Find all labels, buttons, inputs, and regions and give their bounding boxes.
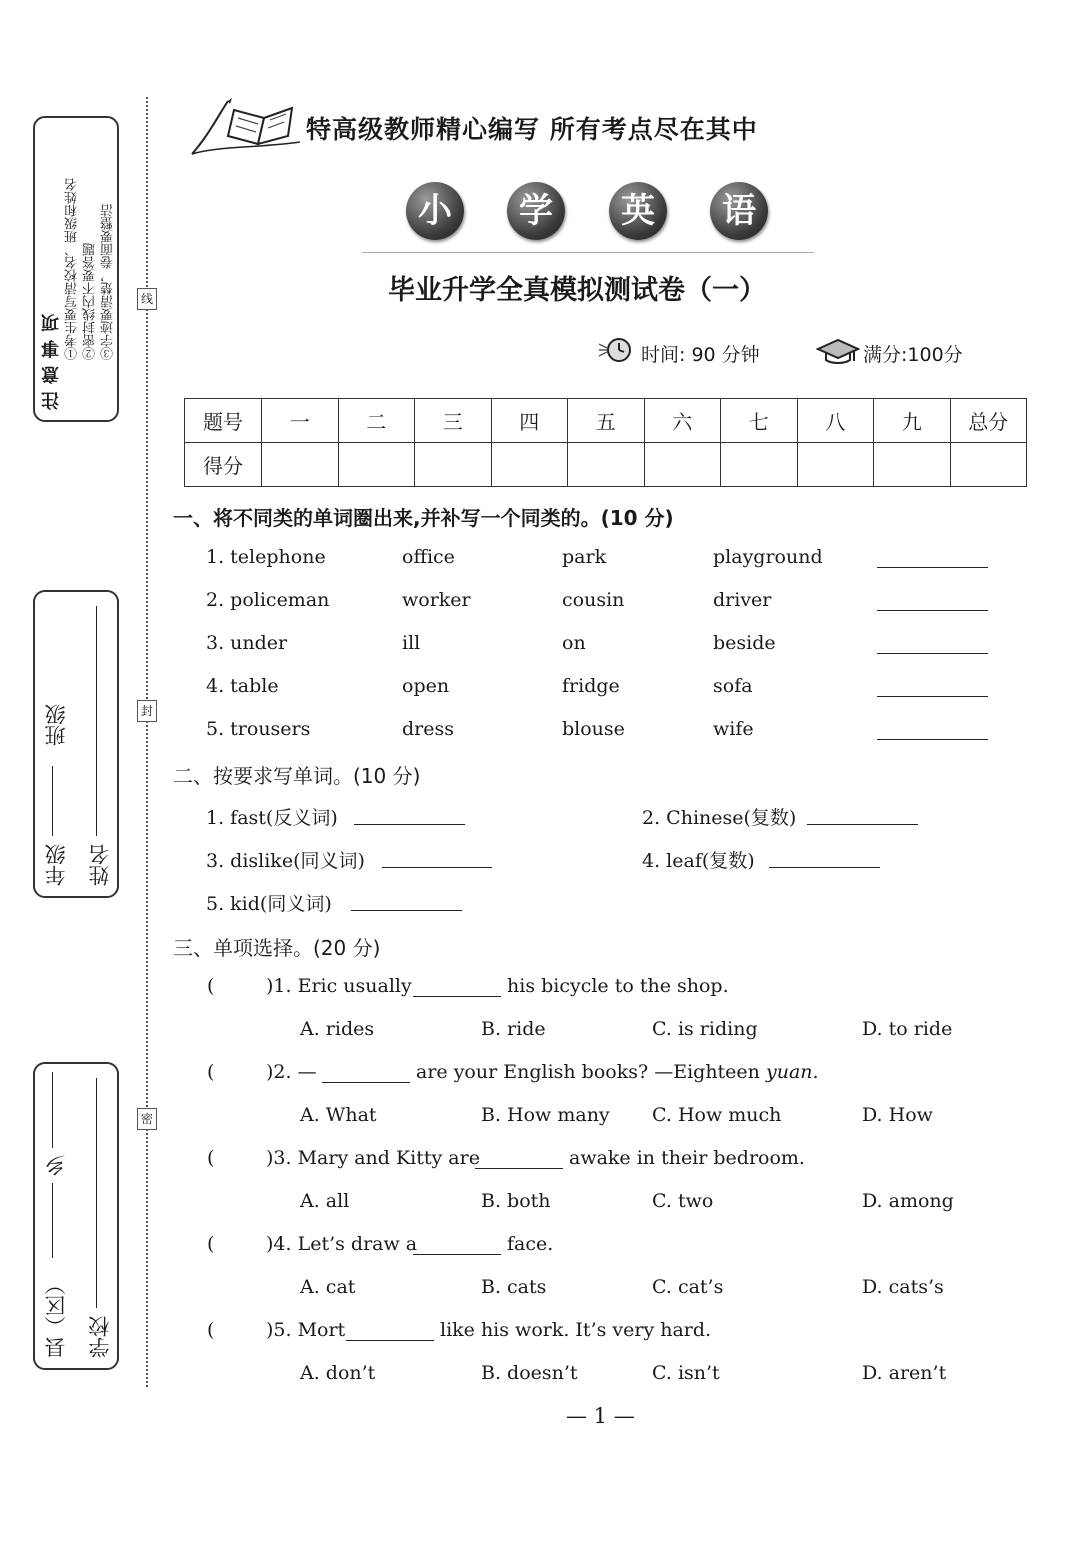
q3-stem: )3. Mary and Kitty are	[266, 1147, 480, 1169]
q4-stem: )4. Let’s draw a	[266, 1233, 418, 1255]
s1-row2-w2: worker	[402, 589, 471, 611]
s2-item3: 3. dislike(同义词)	[206, 850, 365, 872]
q3-option-d[interactable]: D. among	[862, 1190, 954, 1212]
q2-option-c[interactable]: C. How much	[652, 1104, 782, 1126]
name-label: 姓名	[88, 844, 112, 886]
county-label: 县（区）	[44, 1274, 68, 1358]
score-cell[interactable]	[644, 443, 721, 487]
school-blank[interactable]	[96, 1078, 97, 1308]
q2-option-d[interactable]: D. How	[862, 1104, 933, 1126]
q5-blank[interactable]	[346, 1340, 434, 1341]
q2-blank[interactable]	[322, 1082, 410, 1083]
q2-stem: )2. —	[266, 1061, 317, 1083]
score-head-cell: 八	[797, 399, 874, 443]
township-blank[interactable]	[52, 1072, 53, 1148]
s1-row4-w4: sofa	[713, 675, 753, 697]
q5-paren: (	[207, 1319, 215, 1341]
score-head-cell: 六	[644, 399, 721, 443]
graduation-cap-icon	[816, 337, 860, 365]
q1-blank[interactable]	[413, 996, 501, 997]
grade-blank[interactable]	[52, 766, 53, 836]
q2-option-b[interactable]: B. How many	[481, 1104, 610, 1126]
q4-blank[interactable]	[413, 1254, 501, 1255]
s2-item5-blank[interactable]	[351, 910, 462, 911]
q1-stem: )1. Eric usually	[266, 975, 412, 997]
score-cell[interactable]	[568, 443, 645, 487]
s1-row2-w1: 2. policeman	[206, 589, 330, 611]
q1-option-a[interactable]: A. rides	[300, 1018, 375, 1040]
title-char-4: 语	[710, 182, 768, 240]
s1-row2-w3: cousin	[562, 589, 625, 611]
q4-option-b[interactable]: B. cats	[481, 1276, 547, 1298]
score-row-label: 得分	[185, 443, 262, 487]
q5-option-b[interactable]: B. doesn’t	[481, 1362, 578, 1384]
s2-item1-blank[interactable]	[354, 824, 465, 825]
title-divider	[362, 252, 814, 253]
score-cell[interactable]	[491, 443, 568, 487]
notice-item-2: ②密封线内不要答题	[83, 243, 98, 360]
s1-row4-w1: 4. table	[206, 675, 279, 697]
q5-option-d[interactable]: D. aren’t	[862, 1362, 947, 1384]
q2-tail-italic: yuan	[765, 1061, 813, 1083]
class-label: 班级	[44, 704, 68, 746]
q3-paren: (	[207, 1147, 215, 1169]
score-head-cell: 总分	[950, 399, 1027, 443]
score-cell[interactable]	[338, 443, 415, 487]
banner-slogan: 特高级教师精心编写 所有考点尽在其中	[306, 115, 758, 144]
q2-tail-text: are your English books? —Eighteen	[416, 1061, 760, 1083]
notice-box	[33, 116, 119, 422]
score-cell[interactable]	[721, 443, 798, 487]
section1-title: 一、将不同类的单词圈出来,并补写一个同类的。(10 分)	[173, 506, 674, 530]
clock-icon	[597, 336, 637, 364]
exam-time: 时间: 90 分钟	[641, 344, 760, 366]
score-head-cell: 五	[568, 399, 645, 443]
score-head-cell: 题号	[185, 399, 262, 443]
q4-tail: face.	[507, 1233, 554, 1255]
class-info-box	[33, 590, 119, 898]
s1-row4-w3: fridge	[562, 675, 620, 697]
q3-option-b[interactable]: B. both	[481, 1190, 551, 1212]
q4-option-c[interactable]: C. cat’s	[652, 1276, 724, 1298]
class-blank[interactable]	[96, 606, 97, 836]
s1-row4-w2: open	[402, 675, 450, 697]
s2-item4-blank[interactable]	[769, 867, 880, 868]
score-table-score-row	[185, 443, 1027, 487]
s1-row3-w2: ill	[402, 632, 421, 654]
county-blank[interactable]	[52, 1183, 53, 1258]
q5-tail: like his work. It’s very hard.	[440, 1319, 712, 1341]
score-cell[interactable]	[415, 443, 492, 487]
q2-tail	[416, 1061, 819, 1083]
q2-option-a[interactable]: A. What	[300, 1104, 377, 1126]
s1-row1-w3: park	[562, 546, 607, 568]
q2-paren: (	[207, 1061, 215, 1083]
score-head-cell: 一	[262, 399, 339, 443]
score-cell[interactable]	[874, 443, 951, 487]
score-head-cell: 七	[721, 399, 798, 443]
s1-row4-blank[interactable]	[877, 696, 988, 697]
s1-row1-blank[interactable]	[877, 567, 988, 568]
s1-row5-w1: 5. trousers	[206, 718, 311, 740]
score-head-cell: 三	[415, 399, 492, 443]
s1-row3-w3: on	[562, 632, 586, 654]
q3-option-a[interactable]: A. all	[300, 1190, 350, 1212]
q1-option-c[interactable]: C. is riding	[652, 1018, 758, 1040]
q1-option-b[interactable]: B. ride	[481, 1018, 546, 1040]
q5-stem: )5. Mort	[266, 1319, 346, 1341]
s2-item3-blank[interactable]	[382, 867, 492, 868]
q3-blank[interactable]	[475, 1168, 563, 1169]
s1-row2-w4: driver	[713, 589, 772, 611]
q2-tail-end: .	[812, 1061, 819, 1083]
seal-seal-mark: 封	[137, 700, 157, 722]
s2-item4: 4. leaf(复数)	[642, 850, 755, 872]
score-head-cell: 二	[338, 399, 415, 443]
s1-row2-blank[interactable]	[877, 610, 988, 611]
title-char-1: 小	[406, 182, 464, 240]
title-char-3: 英	[609, 182, 667, 240]
s2-item5: 5. kid(同义词)	[206, 893, 332, 915]
s1-row3-w1: 3. under	[206, 632, 288, 654]
score-head-cell: 四	[491, 399, 568, 443]
notice-item-1: ①考生要写清校名、班级和姓名	[65, 178, 80, 360]
school-label: 学校	[88, 1316, 112, 1358]
score-cell[interactable]	[262, 443, 339, 487]
s1-row5-blank[interactable]	[877, 739, 988, 740]
page-number: — 1 —	[566, 1404, 635, 1428]
full-score: 满分:100分	[863, 344, 963, 366]
score-cell[interactable]	[797, 443, 874, 487]
school-info-box	[33, 1062, 119, 1370]
score-table	[184, 398, 1027, 487]
score-head-cell: 九	[874, 399, 951, 443]
book-pen-icon	[188, 96, 303, 158]
s1-row1-w4: playground	[713, 546, 823, 568]
s1-row5-w3: blouse	[562, 718, 625, 740]
s2-item2: 2. Chinese(复数)	[642, 807, 797, 829]
seal-secret-mark: 密	[137, 1108, 157, 1130]
title-char-2: 学	[507, 182, 565, 240]
q4-option-d[interactable]: D. cats’s	[862, 1276, 944, 1298]
score-table-head-row	[185, 399, 1027, 443]
seal-line-mark: 线	[137, 288, 157, 310]
q3-tail: awake in their bedroom.	[569, 1147, 805, 1169]
s1-row3-w4: beside	[713, 632, 776, 654]
q5-option-c[interactable]: C. isn’t	[652, 1362, 720, 1384]
q3-option-c[interactable]: C. two	[652, 1190, 714, 1212]
q4-paren: (	[207, 1233, 215, 1255]
notice-title: 注意事项	[41, 306, 62, 410]
s1-row3-blank[interactable]	[877, 653, 988, 654]
q5-option-a[interactable]: A. don’t	[300, 1362, 376, 1384]
s1-row5-w2: dress	[402, 718, 454, 740]
s1-row1-w1: 1. telephone	[206, 546, 326, 568]
section3-title: 三、单项选择。(20 分)	[173, 936, 381, 960]
notice-item-3: ③字迹要清楚，卷面要整洁	[101, 204, 116, 360]
q1-tail: his bicycle to the shop.	[507, 975, 729, 997]
exam-subtitle: 毕业升学全真模拟测试卷（一）	[388, 275, 766, 306]
q4-option-a[interactable]: A. cat	[300, 1276, 356, 1298]
s1-row5-w4: wife	[713, 718, 754, 740]
s1-row1-w2: office	[402, 546, 455, 568]
section2-title: 二、按要求写单词。(10 分)	[173, 764, 421, 788]
s2-item1: 1. fast(反义词)	[206, 807, 338, 829]
q1-option-d[interactable]: D. to ride	[862, 1018, 953, 1040]
township-label: 乡	[44, 1155, 68, 1176]
q1-paren: (	[207, 975, 215, 997]
score-cell[interactable]	[950, 443, 1027, 487]
grade-label: 年级	[44, 844, 68, 886]
s2-item2-blank[interactable]	[807, 824, 918, 825]
